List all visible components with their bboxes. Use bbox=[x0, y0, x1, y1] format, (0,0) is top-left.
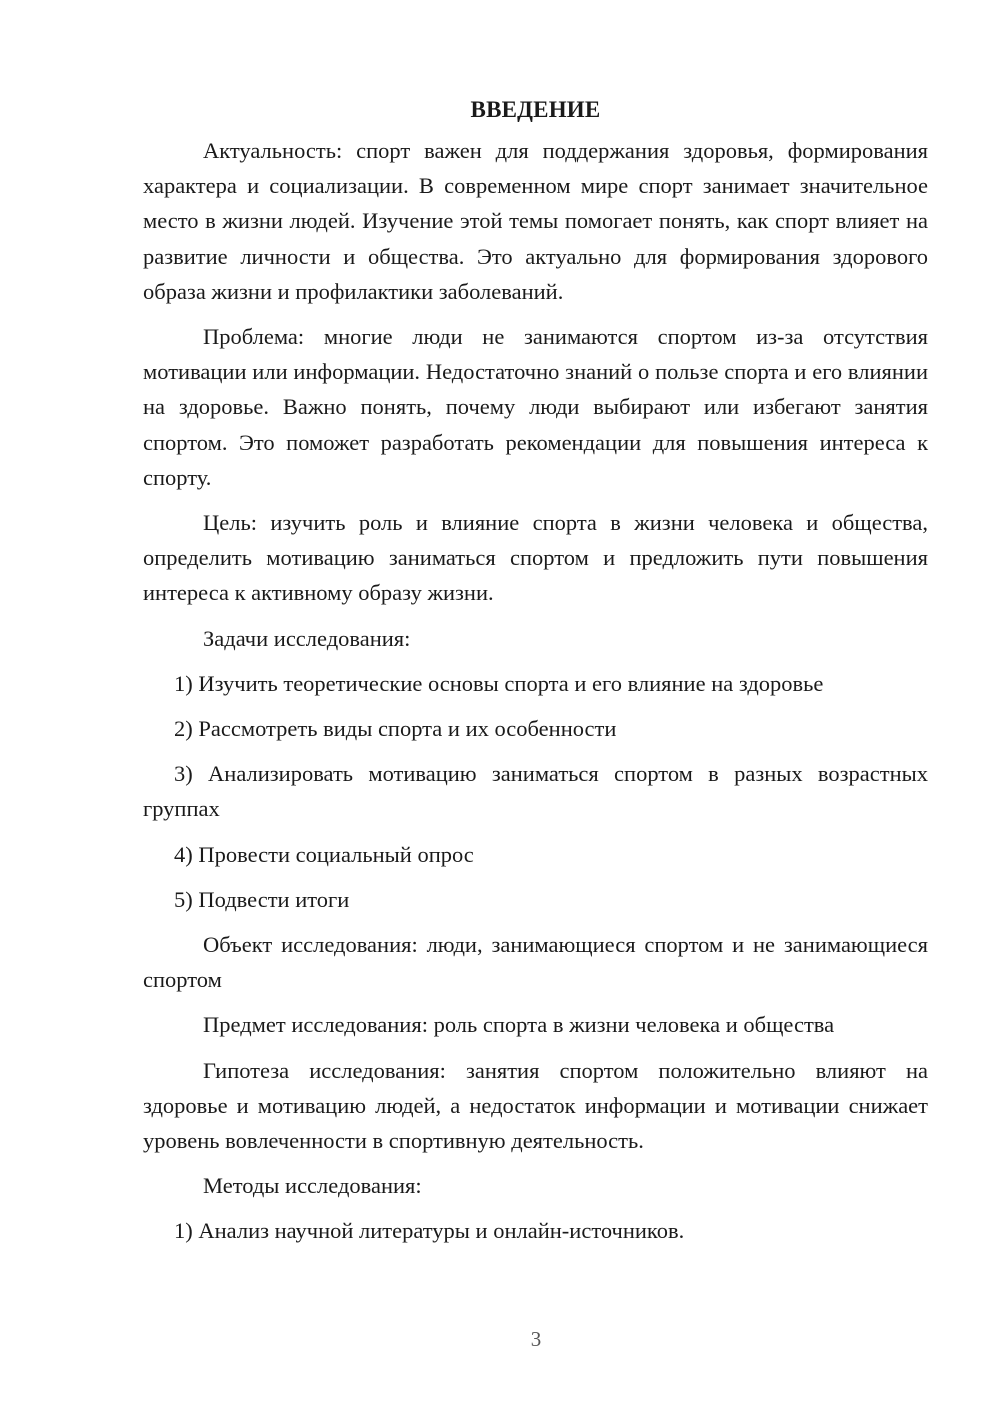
hypothesis-paragraph: Гипотеза исследования: занятия спортом положительно влияют на здоровье и мотивацию людей, а недостаток информации и мотивации снижает уровень вовлеченности в спортивную деятельность. bbox=[143, 1057, 928, 1154]
problem-paragraph: Проблема: многие люди не занимаются спортом из-за отсутствия мотивации или информации. Недостаточно знаний о пользе спорта и его влиянии на здоровье. Важно понять, почему люди выбирают или избегают занятия спортом. Это поможет разработать рекомендации для повышения интереса к спорту. bbox=[143, 324, 928, 490]
methods-heading: Методы исследования: bbox=[203, 1173, 422, 1199]
task-item-5: 5) Подвести итоги bbox=[174, 886, 350, 912]
task-item-4: 4) Провести социальный опрос bbox=[174, 841, 474, 867]
relevance-paragraph: Актуальность: спорт важен для поддержания здоровья, формирования характера и социализации. В современном мире спорт занимает значительное место в жизни людей. Изучение этой темы помогает понять, как спорт влияет на развитие личности и общества. Это актуально для формирования здорового образа жизни и профилактики заболеваний. bbox=[143, 138, 928, 304]
tasks-heading: Задачи исследования: bbox=[203, 625, 411, 651]
goal-paragraph: Цель: изучить роль и влияние спорта в жизни человека и общества, определить мотивацию заниматься спортом и предложить пути повышения интереса к активному образу жизни. bbox=[143, 510, 928, 606]
subject-paragraph: Предмет исследования: роль спорта в жизни человека и общества bbox=[203, 1012, 835, 1038]
section-title: ВВЕДЕНИЕ bbox=[470, 97, 601, 122]
object-paragraph: Объект исследования: люди, занимающиеся спортом и не занимающиеся спортом bbox=[143, 932, 928, 993]
document-page bbox=[143, 92, 928, 1259]
page-number: 3 bbox=[530, 1327, 542, 1351]
task-item-2: 2) Рассмотреть виды спорта и их особенности bbox=[174, 716, 617, 742]
task-item-1: 1) Изучить теоретические основы спорта и его влияние на здоровье bbox=[174, 670, 824, 696]
task-item-3: 3) Анализировать мотивацию заниматься спортом в разных возрастных группах bbox=[143, 761, 928, 822]
method-item-1: 1) Анализ научной литературы и онлайн-источников. bbox=[174, 1218, 685, 1244]
